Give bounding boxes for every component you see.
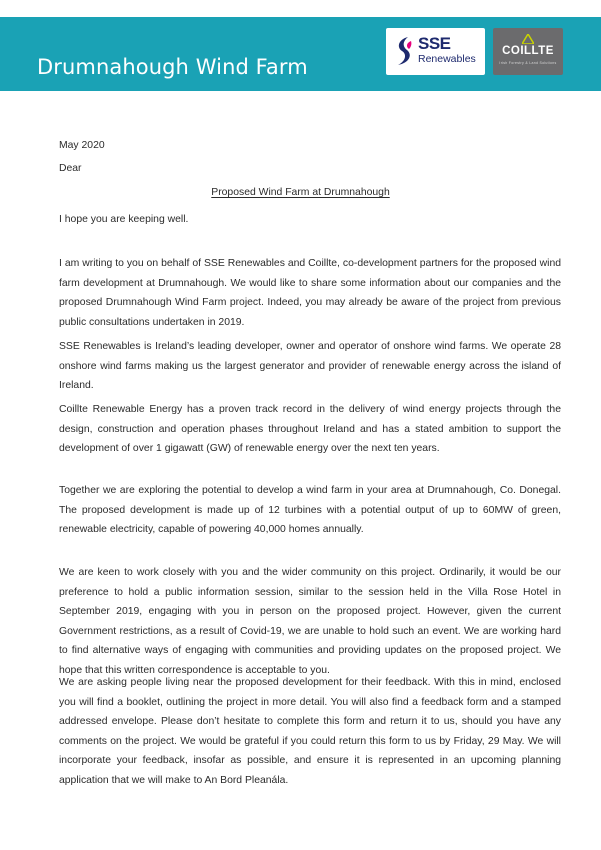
letter-paragraph: I hope you are keeping well. bbox=[59, 214, 189, 225]
letter-paragraph: Together we are exploring the potential to develop a wind farm in your area at Drumnahough, Co. Donegal. The proposed development is made up of 12 turbines with a potential output of up to 60MW of green, renewable electricity, capable of powering 40,000 homes annually. bbox=[59, 485, 561, 536]
letter-date: May 2020 bbox=[59, 140, 105, 151]
letter-paragraph: SSE Renewables is Ireland’s leading developer, owner and operator of onshore wind farms. We operate 28 onshore wind farms making us the largest generator and provider of renewable energy across the island of Ireland. bbox=[59, 341, 561, 392]
coillte-logo-tagline: Irish Forestry & Land Solutions bbox=[499, 61, 557, 65]
sse-logo-name: SSE bbox=[418, 34, 451, 53]
page-title: Drumnahough Wind Farm bbox=[37, 55, 308, 79]
letter-salutation: Dear bbox=[59, 163, 82, 174]
letter-paragraph: We are asking people living near the proposed development for their feedback. With this in mind, enclosed you will find a booklet, outlining the project in more detail. You will also find a feedback form and a stamped addressed envelope. Please don’t hesitate to complete this form and return it to us, should you have any comments on the project. We would be grateful if you could return this form to us by Friday, 29 May. We will incorporate your feedback, insofar as possible, and ensure it is represented in an upcoming planning application that we will make to An Bord Pleanála. bbox=[59, 677, 561, 786]
sse-renewables-logo bbox=[386, 28, 485, 75]
letter-paragraph: Coillte Renewable Energy has a proven track record in the delivery of wind energy projects through the design, construction and operation phases throughout Ireland and has a stated ambition to support the development of over 1 gigawatt (GW) of renewable energy over the next ten years. bbox=[59, 404, 561, 455]
sse-logo-subtitle: Renewables bbox=[418, 53, 476, 65]
coillte-logo-name: COILLTE bbox=[502, 45, 554, 57]
letter-subject: Proposed Wind Farm at Drumnahough bbox=[211, 187, 390, 198]
sse-swirl-icon bbox=[393, 35, 415, 67]
letter-paragraph: We are keen to work closely with you and the wider community on this project. Ordinarily, it would be our preference to hold a public information session, similar to the session held in the Villa Rose Hotel in September 2019, engaging with you in person on the proposed project. However, given the current Government restrictions, as a result of Covid-19, we are unable to hold such an event. We are working hard to find alternative ways of engaging with communities and providing updates on the proposed project. We hope that this written correspondence is acceptable to you. bbox=[59, 567, 561, 676]
coillte-logo bbox=[493, 28, 563, 75]
coillte-tree-icon bbox=[522, 34, 534, 44]
letter-paragraph: I am writing to you on behalf of SSE Renewables and Coillte, co-development partners for the proposed wind farm development at Drumnahough. We would like to share some information about our companies and the proposed Drumnahough Wind Farm project. Indeed, you may already be aware of the project from previous public consultations undertaken in 2019. bbox=[59, 258, 561, 328]
